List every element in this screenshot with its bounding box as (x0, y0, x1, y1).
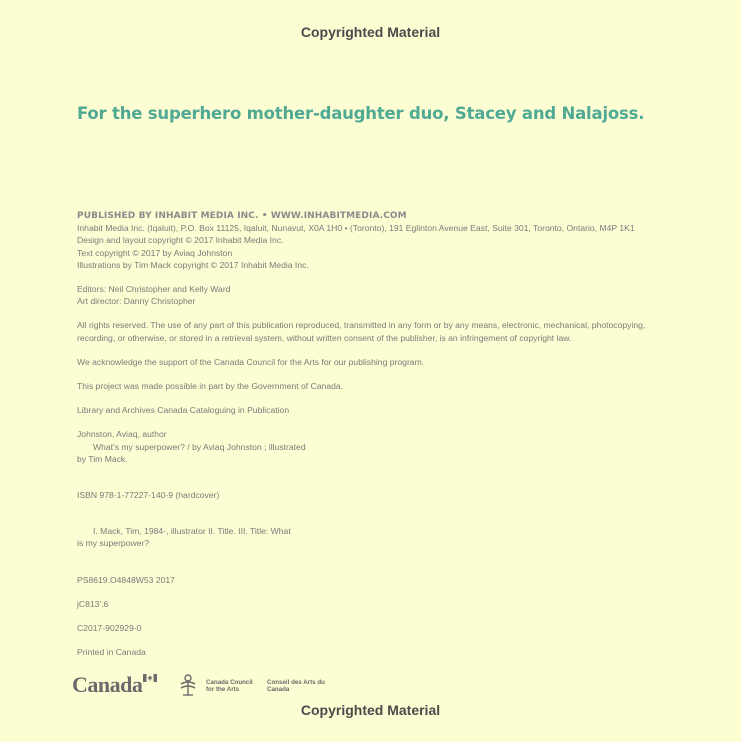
copyright-banner-bottom: Copyrighted Material (300, 702, 441, 718)
rights-line-2: recording, or otherwise, or stored in a retrieval system, without written consent of the publisher, is an infringement of copyright law. (77, 332, 572, 343)
canada-flag-icon (143, 674, 157, 682)
cip-author: Johnston, Aviaq, author (77, 429, 167, 440)
editors: Editors: Neil Christopher and Kelly Ward (77, 284, 231, 295)
canada-council-fr: Conseil des Arts du Canada (267, 679, 325, 693)
lcc-number: PS8619.O4848W53 2017 (77, 574, 175, 585)
cip-number: C2017-902929-0 (77, 623, 142, 634)
government-support: This project was made possible in part by the Government of Canada. (77, 381, 344, 392)
rights-line-1: All rights reserved. The use of any part of this publication reproduced, transmitted in any form or by any means, electronic, mechanical, photocopying, (77, 320, 646, 331)
cip-title-1: What's my superpower? / by Aviaq Johnston ; illustrated (93, 441, 306, 452)
acknowledgement: We acknowledge the support of the Canada Council for the Arts for our publishing program. (77, 356, 425, 367)
art-director: Art director: Danny Christopher (77, 296, 196, 307)
dewey-number: jC813'.6 (77, 598, 109, 609)
publisher-header: PUBLISHED BY INHABIT MEDIA INC. • WWW.INHABITMEDIA.COM (77, 211, 407, 221)
dedication: For the superhero mother-daughter duo, Stacey and Nalajoss. (77, 104, 645, 123)
copyright-page-text (77, 210, 687, 658)
design-copyright: Design and layout copyright © 2017 Inhabit Media Inc. (77, 235, 284, 246)
printed-in: Printed in Canada (77, 647, 146, 658)
canada-wordmark: Canada (72, 672, 143, 697)
canada-council-icon (178, 674, 198, 696)
funder-logos (72, 672, 392, 702)
cip-subjects-1: I. Mack, Tim, 1984-, illustrator II. Title. III. Title: What (93, 526, 291, 537)
cip-title-2: by Tim Mack. (77, 453, 128, 464)
text-copyright: Text copyright © 2017 by Aviaq Johnston (77, 247, 233, 258)
illustrations-copyright: Illustrations by Tim Mack copyright © 2017 Inhabit Media Inc. (77, 259, 309, 270)
publisher-address: Inhabit Media Inc. (Iqaluit), P.O. Box 11125, Iqaluit, Nunavut, X0A 1H0 • (Toronto), 191 Eglinton Avenue East, Suite 301, Toronto, Ontario, M4P 1K1 (77, 223, 635, 234)
isbn: ISBN 978-1-77227-140-9 (hardcover) (77, 490, 220, 501)
cip-heading: Library and Archives Canada Cataloguing in Publication (77, 405, 290, 416)
cip-subjects-2: is my superpower? (77, 538, 150, 549)
canada-council-en: Canada Council for the Arts (206, 679, 253, 693)
copyright-banner-top: Copyrighted Material (300, 24, 441, 40)
